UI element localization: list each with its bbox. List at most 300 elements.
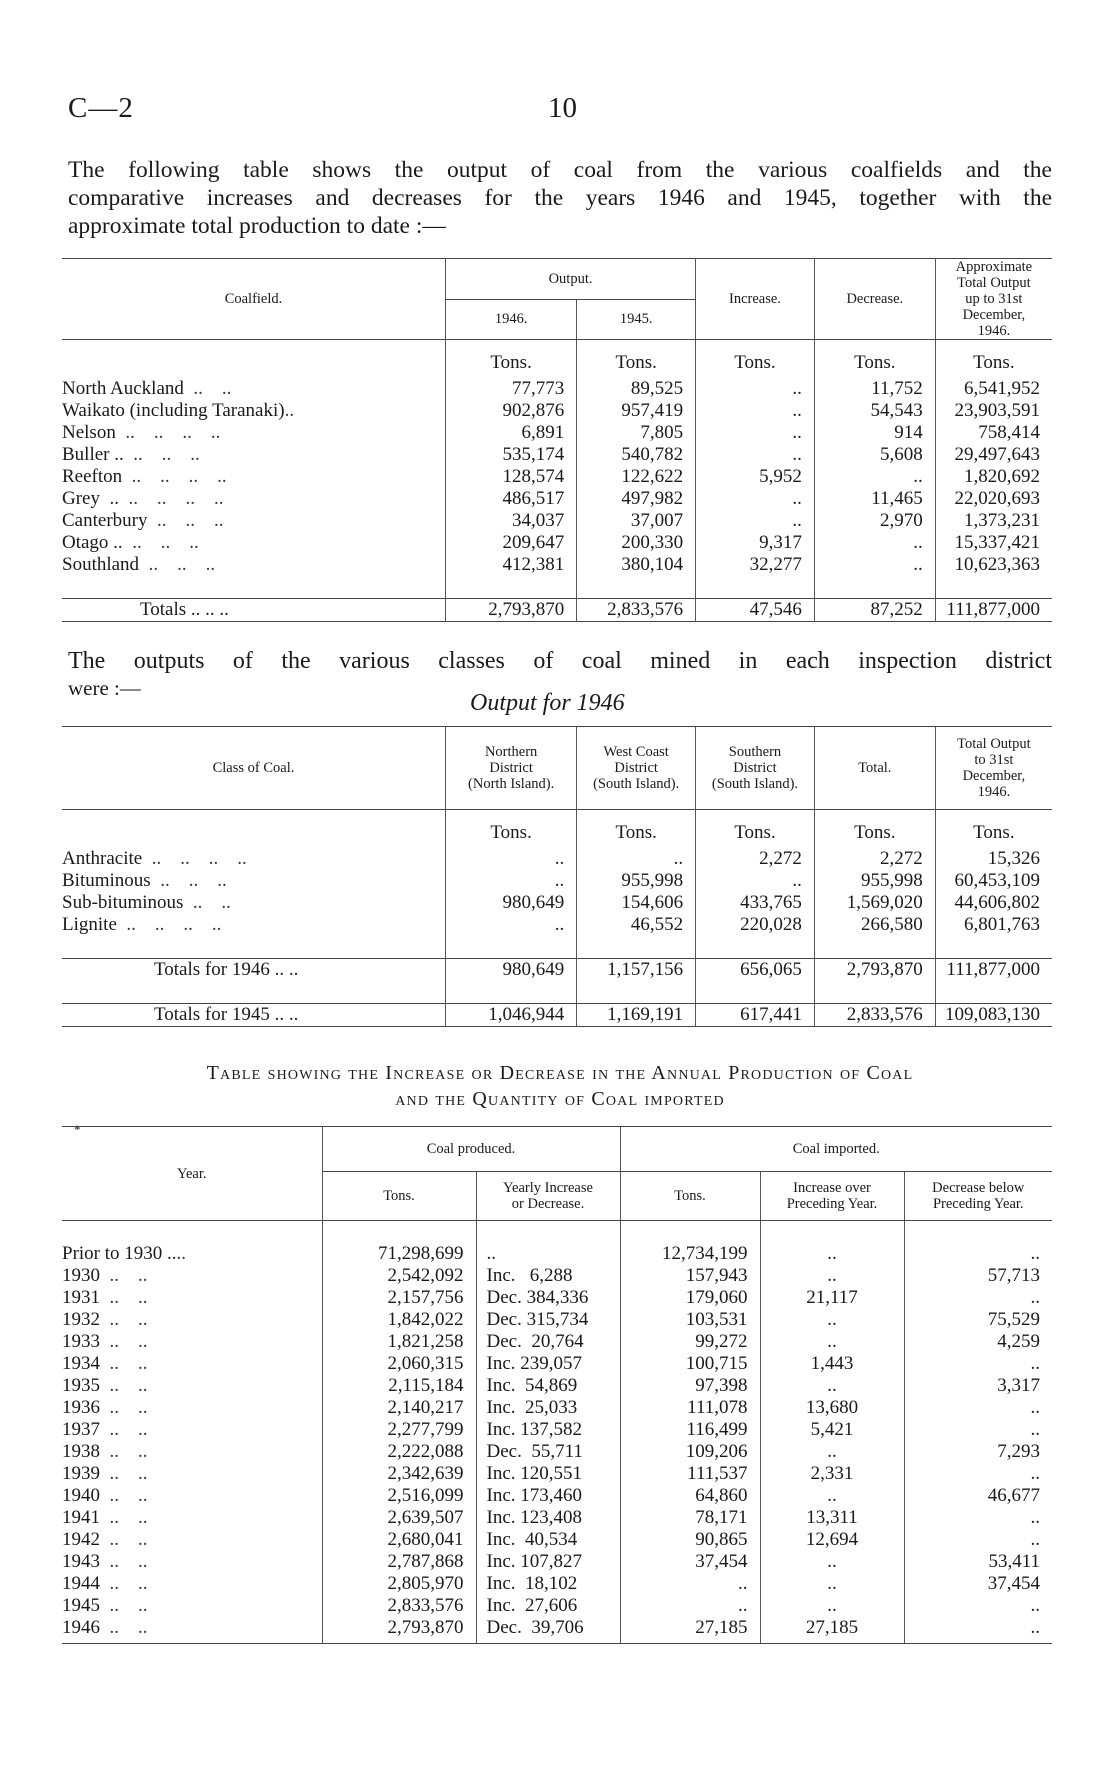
increase-over-value: 12,694 <box>760 1529 904 1551</box>
decrease-below-value: 4,259 <box>904 1331 1052 1353</box>
leader-dots: .. .. .. .. <box>115 422 221 443</box>
yearly-change: Inc. 18,102 <box>476 1573 620 1595</box>
total-output-value: 6,541,952 <box>935 378 1052 400</box>
unit-label: Tons. <box>935 340 1052 379</box>
year-label-text: 1938 <box>62 1441 100 1462</box>
yearly-change: Dec. 20,764 <box>476 1331 620 1353</box>
produced-tons: 2,277,799 <box>322 1419 476 1441</box>
grand-total-value: 44,606,802 <box>935 892 1052 914</box>
table-row <box>62 466 1052 488</box>
leader-dots: .. .. <box>100 1529 148 1550</box>
table-row <box>62 444 1052 466</box>
increase-over-value: .. <box>760 1551 904 1573</box>
year-label-text: 1945 <box>62 1595 100 1616</box>
header-1946: 1946. <box>445 299 576 340</box>
produced-tons: 2,805,970 <box>322 1573 476 1595</box>
table-row <box>62 488 1052 510</box>
year-label-text: 1942 <box>62 1529 100 1550</box>
coal-class-name <box>62 870 445 892</box>
coalfield-name-text: Grey .. <box>62 488 119 509</box>
yearly-change: Inc. 123,408 <box>476 1507 620 1529</box>
header-line: (South Island). <box>711 776 799 792</box>
year-label <box>62 1463 322 1485</box>
increase-value: 9,317 <box>696 532 815 554</box>
table-row <box>62 1441 1052 1463</box>
total-output-value: 22,020,693 <box>935 488 1052 510</box>
table-row <box>62 1265 1052 1287</box>
imported-tons: 78,171 <box>620 1507 760 1529</box>
imported-tons: 157,943 <box>620 1265 760 1287</box>
decrease-below-value: .. <box>904 1397 1052 1419</box>
header-coalfield: Coalfield. <box>62 259 445 340</box>
coalfield-name <box>62 510 445 532</box>
leader-dots: .. .. <box>100 1551 148 1572</box>
header-line: Preceding Year. <box>786 1196 878 1212</box>
caption-line-2: and the Quantity of Coal imported <box>395 1088 725 1110</box>
leader-dots: .. <box>284 400 295 421</box>
header-line: Preceding Year. <box>932 1196 1024 1212</box>
coalfield-name <box>62 444 445 466</box>
decrease-value: .. <box>814 554 935 576</box>
header-line: Northern <box>484 744 538 760</box>
leader-dots: .. .. <box>100 1265 148 1286</box>
year-label <box>62 1309 322 1331</box>
decrease-below-value: .. <box>904 1507 1052 1529</box>
header-line: District <box>614 760 658 776</box>
increase-over-value: .. <box>760 1573 904 1595</box>
west-coast-value: 46,552 <box>577 914 696 936</box>
header-1945: 1945. <box>577 299 696 340</box>
header-produced-tons: Tons. <box>322 1172 476 1221</box>
unit-label: Tons. <box>445 340 576 379</box>
year-label <box>62 1353 322 1375</box>
coal-class-name-text: Lignite <box>62 914 117 935</box>
increase-over-value: .. <box>760 1331 904 1353</box>
produced-tons: 2,787,868 <box>322 1551 476 1573</box>
coalfield-name-text: Nelson <box>62 422 116 443</box>
increase-over-value: 5,421 <box>760 1419 904 1441</box>
output-1946: 209,647 <box>445 532 576 554</box>
leader-dots: .. .. <box>100 1353 148 1374</box>
total-output-value: 23,903,591 <box>935 400 1052 422</box>
output-1945: 7,805 <box>577 422 696 444</box>
total-output-value: 758,414 <box>935 422 1052 444</box>
leader-dots: .. .. <box>100 1485 148 1506</box>
unit-label: Tons. <box>696 810 815 849</box>
report-code: C—2 <box>68 92 134 124</box>
coalfield-name-text: Waikato (including Taranaki) <box>62 400 285 421</box>
year-label <box>62 1551 322 1573</box>
northern-value: .. <box>445 870 576 892</box>
header-line: Increase over <box>793 1180 871 1196</box>
yearly-change: Dec. 384,336 <box>476 1287 620 1309</box>
table2-subtitle: Output for 1946 <box>470 690 625 716</box>
header-line: (North Island). <box>468 776 555 792</box>
grand-total-value: 6,801,763 <box>935 914 1052 936</box>
header-total-line: Approximate <box>955 259 1033 275</box>
increase-value: .. <box>696 422 815 444</box>
grand-total-value: 15,326 <box>935 848 1052 870</box>
table-row <box>62 1463 1052 1485</box>
produced-tons: 2,793,870 <box>322 1617 476 1639</box>
year-label-text: 1941 <box>62 1507 100 1528</box>
totals-1946-total: 2,793,870 <box>814 959 935 982</box>
decrease-below-value: 3,317 <box>904 1375 1052 1397</box>
leader-dots: .. .. <box>183 378 232 399</box>
leader-dots: .. .. <box>100 1375 148 1396</box>
table-row <box>62 1397 1052 1419</box>
imported-tons: 111,537 <box>620 1463 760 1485</box>
produced-tons: 2,342,639 <box>322 1463 476 1485</box>
output-1946: 6,891 <box>445 422 576 444</box>
decrease-below-value: .. <box>904 1617 1052 1639</box>
imported-tons: .. <box>620 1573 760 1595</box>
imported-tons: 97,398 <box>620 1375 760 1397</box>
increase-value: .. <box>696 488 815 510</box>
header-line: District <box>489 760 533 776</box>
leader-dots: .. .. <box>183 892 231 913</box>
leader-dots: .. .. .. <box>150 870 227 891</box>
asterisk-mark: * <box>74 1122 81 1137</box>
page-number: 10 <box>548 92 577 124</box>
table-row <box>62 870 1052 892</box>
decrease-value: 11,752 <box>814 378 935 400</box>
coal-class-name-text: Anthracite <box>62 848 143 869</box>
output-1946: 902,876 <box>445 400 576 422</box>
total-output-value: 1,373,231 <box>935 510 1052 532</box>
output-1946: 34,037 <box>445 510 576 532</box>
output-1945: 122,622 <box>577 466 696 488</box>
yearly-change: Inc. 40,534 <box>476 1529 620 1551</box>
header-decrease-below <box>904 1172 1052 1221</box>
imported-tons: 90,865 <box>620 1529 760 1551</box>
totals-1946-northern: 980,649 <box>445 959 576 982</box>
decrease-value: 914 <box>814 422 935 444</box>
coal-class-name-text: Bituminous <box>62 870 151 891</box>
coal-class-name <box>62 914 445 936</box>
increase-over-value: .. <box>760 1265 904 1287</box>
table-row <box>62 1485 1052 1507</box>
decrease-value: 11,465 <box>814 488 935 510</box>
coalfield-name-text: Reefton <box>62 466 123 487</box>
increase-over-value: 2,331 <box>760 1463 904 1485</box>
totals-total: 111,877,000 <box>935 599 1052 622</box>
yearly-change: Inc. 27,606 <box>476 1595 620 1617</box>
header-line: December, <box>962 768 1026 784</box>
coalfield-name <box>62 466 445 488</box>
increase-value: .. <box>696 378 815 400</box>
header-northern-district <box>445 727 576 810</box>
yearly-change: Dec. 315,734 <box>476 1309 620 1331</box>
coal-class-name-text: Sub-bituminous <box>62 892 184 913</box>
header-line: Total Output <box>957 736 1031 752</box>
total-output-value: 1,820,692 <box>935 466 1052 488</box>
year-label <box>62 1595 322 1617</box>
decrease-below-value: 53,411 <box>904 1551 1052 1573</box>
header-imported-tons: Tons. <box>620 1172 760 1221</box>
header-total-line: 1946. <box>977 323 1011 339</box>
year-label-text: 1936 <box>62 1397 100 1418</box>
increase-value: .. <box>696 400 815 422</box>
year-label <box>62 1617 322 1639</box>
southern-value: 220,028 <box>696 914 815 936</box>
table-row <box>62 422 1052 444</box>
decrease-below-value: .. <box>904 1243 1052 1265</box>
increase-value: .. <box>696 444 815 466</box>
coal-class-name <box>62 848 445 870</box>
produced-tons: 2,542,092 <box>322 1265 476 1287</box>
leader-dots: .. .. .. <box>147 510 224 531</box>
leader-dots: .. .. .. .. <box>122 466 227 487</box>
decrease-below-value: 37,454 <box>904 1573 1052 1595</box>
imported-tons: 99,272 <box>620 1331 760 1353</box>
totals-1945-west-coast: 1,169,191 <box>577 1004 696 1027</box>
year-label <box>62 1397 322 1419</box>
header-total: Total. <box>814 727 935 810</box>
produced-tons: 71,298,699 <box>322 1243 476 1265</box>
header-output: Output. <box>445 259 695 300</box>
year-label-text: 1931 <box>62 1287 100 1308</box>
output-1946: 128,574 <box>445 466 576 488</box>
totals-1946: 2,793,870 <box>445 599 576 622</box>
increase-over-value: 13,311 <box>760 1507 904 1529</box>
year-label <box>62 1529 322 1551</box>
west-coast-value: .. <box>577 848 696 870</box>
imported-tons: 111,078 <box>620 1397 760 1419</box>
leader-dots: .. .. <box>100 1573 148 1594</box>
header-line: (South Island). <box>593 776 680 792</box>
leader-dots: .. .. .. <box>123 444 200 465</box>
imported-tons: 37,454 <box>620 1551 760 1573</box>
intro-paragraph <box>68 156 1052 240</box>
northern-value: .. <box>445 914 576 936</box>
leader-dots: .. .. .. <box>139 554 216 575</box>
table-row <box>62 1551 1052 1573</box>
header-increase: Increase. <box>696 259 815 340</box>
produced-tons: 2,140,217 <box>322 1397 476 1419</box>
unit-label: Tons. <box>935 810 1052 849</box>
unit-label: Tons. <box>577 810 696 849</box>
imported-tons: .. <box>620 1595 760 1617</box>
imported-tons: 109,206 <box>620 1441 760 1463</box>
coalfield-name-text: Canterbury <box>62 510 148 531</box>
year-label-text: 1937 <box>62 1419 100 1440</box>
decrease-below-value: .. <box>904 1353 1052 1375</box>
yearly-change: Inc. 137,582 <box>476 1419 620 1441</box>
header-line: 1946. <box>977 784 1011 800</box>
year-label <box>62 1265 322 1287</box>
table-row <box>62 1243 1052 1265</box>
totals-increase: 47,546 <box>696 599 815 622</box>
header-yearly-change <box>476 1172 620 1221</box>
year-label-text: 1939 <box>62 1463 100 1484</box>
table-row <box>62 1595 1052 1617</box>
yearly-change: Dec. 39,706 <box>476 1617 620 1639</box>
header-line: or Decrease. <box>511 1196 585 1212</box>
yearly-change: Inc. 120,551 <box>476 1463 620 1485</box>
header-total-line: up to 31st <box>965 291 1023 307</box>
total-output-value: 29,497,643 <box>935 444 1052 466</box>
leader-dots: .. .. <box>100 1441 148 1462</box>
imported-tons: 12,734,199 <box>620 1243 760 1265</box>
table-row <box>62 554 1052 576</box>
produced-tons: 1,842,022 <box>322 1309 476 1331</box>
leader-dots: .. .. .. .. <box>116 914 222 935</box>
increase-value: 32,277 <box>696 554 815 576</box>
header-class-of-coal: Class of Coal. <box>212 760 295 776</box>
totals-1946-southern: 656,065 <box>696 959 815 982</box>
output-1945: 497,982 <box>577 488 696 510</box>
yearly-change: Inc. 6,288 <box>476 1265 620 1287</box>
mid-line-2: were :— <box>68 676 141 700</box>
increase-value: 5,952 <box>696 466 815 488</box>
southern-value: 2,272 <box>696 848 815 870</box>
table-row <box>62 532 1052 554</box>
leader-dots: .. .. <box>100 1419 148 1440</box>
imported-tons: 103,531 <box>620 1309 760 1331</box>
northern-value: 980,649 <box>445 892 576 914</box>
header-line: Decrease below <box>932 1180 1025 1196</box>
year-label <box>62 1287 322 1309</box>
header-total-output <box>935 259 1052 340</box>
output-1946: 486,517 <box>445 488 576 510</box>
yearly-change: Inc. 239,057 <box>476 1353 620 1375</box>
total-value: 266,580 <box>814 914 935 936</box>
produced-tons: 2,680,041 <box>322 1529 476 1551</box>
total-value: 955,998 <box>814 870 935 892</box>
produced-tons: 2,222,088 <box>322 1441 476 1463</box>
west-coast-value: 955,998 <box>577 870 696 892</box>
produced-tons: 2,639,507 <box>322 1507 476 1529</box>
table-row <box>62 892 1052 914</box>
table-row <box>62 914 1052 936</box>
table-row <box>62 1529 1052 1551</box>
totals-1946-label: Totals for 1946 .. .. <box>154 959 299 980</box>
increase-over-value: 27,185 <box>760 1617 904 1639</box>
header-west-coast-district <box>577 727 696 810</box>
coalfield-name <box>62 554 445 576</box>
leader-dots: .. <box>176 1243 187 1264</box>
decrease-below-value: 7,293 <box>904 1441 1052 1463</box>
produced-tons: 1,821,258 <box>322 1331 476 1353</box>
header-total-output <box>935 727 1052 810</box>
unit-label: Tons. <box>814 340 935 379</box>
yearly-change: Inc. 107,827 <box>476 1551 620 1573</box>
produced-tons: 2,157,756 <box>322 1287 476 1309</box>
intro-line-1: The following table shows the output of coal from the various coalfields and the <box>68 157 1052 183</box>
year-label-text: 1930 <box>62 1265 100 1286</box>
leader-dots: .. .. <box>100 1287 148 1308</box>
decrease-below-value: .. <box>904 1595 1052 1617</box>
table-row <box>62 378 1052 400</box>
table-row <box>62 1287 1052 1309</box>
year-label <box>62 1419 322 1441</box>
leader-dots: .. .. .. .. <box>142 848 247 869</box>
southern-value: .. <box>696 870 815 892</box>
produced-tons: 2,060,315 <box>322 1353 476 1375</box>
decrease-below-value: 75,529 <box>904 1309 1052 1331</box>
header-line: Yearly Increase <box>503 1180 593 1196</box>
table-row <box>62 400 1052 422</box>
coalfield-name <box>62 422 445 444</box>
year-label <box>62 1375 322 1397</box>
produced-tons: 2,833,576 <box>322 1595 476 1617</box>
totals-1945-total: 2,833,576 <box>814 1004 935 1027</box>
intro-line-3: approximate total production to date :— <box>68 213 446 239</box>
mid-line-1: The outputs of the various classes of coal mined in each inspection district <box>68 648 1052 674</box>
coalfield-name <box>62 532 445 554</box>
yearly-change: Inc. 173,460 <box>476 1485 620 1507</box>
imported-tons: 100,715 <box>620 1353 760 1375</box>
totals-1945-label: Totals for 1945 .. .. <box>154 1004 299 1025</box>
table-row <box>62 1353 1052 1375</box>
imported-tons: 116,499 <box>620 1419 760 1441</box>
year-label-text: 1944 <box>62 1573 100 1594</box>
table-row <box>62 1573 1052 1595</box>
totals-1945-southern: 617,441 <box>696 1004 815 1027</box>
year-label <box>62 1573 322 1595</box>
yearly-change: Inc. 25,033 <box>476 1397 620 1419</box>
year-label-text: 1934 <box>62 1353 100 1374</box>
year-label-text: Prior to 1930 .. <box>62 1243 177 1264</box>
coal-class-output-table <box>62 726 1052 1027</box>
header-increase-over <box>760 1172 904 1221</box>
increase-over-value: 13,680 <box>760 1397 904 1419</box>
yearly-change: Inc. 54,869 <box>476 1375 620 1397</box>
produced-tons: 2,115,184 <box>322 1375 476 1397</box>
coalfield-name-text: North Auckland <box>62 378 184 399</box>
totals-1946-grand: 111,877,000 <box>935 959 1052 982</box>
table-row <box>62 1617 1052 1639</box>
decrease-value: .. <box>814 532 935 554</box>
decrease-value: 2,970 <box>814 510 935 532</box>
leader-dots: .. .. <box>100 1595 148 1616</box>
grand-total-value: 60,453,109 <box>935 870 1052 892</box>
totals-1946-west-coast: 1,157,156 <box>577 959 696 982</box>
header-line: to 31st <box>974 752 1014 768</box>
decrease-below-value: .. <box>904 1419 1052 1441</box>
coalfield-name-text: Southland <box>62 554 140 575</box>
imported-tons: 64,860 <box>620 1485 760 1507</box>
southern-value: 433,765 <box>696 892 815 914</box>
decrease-below-value: 46,677 <box>904 1485 1052 1507</box>
header-total-line: December, <box>962 307 1026 323</box>
year-label-text: 1935 <box>62 1375 100 1396</box>
leader-dots: .. .. <box>100 1309 148 1330</box>
year-label-text: 1943 <box>62 1551 100 1572</box>
year-label-text: 1932 <box>62 1309 100 1330</box>
table-row <box>62 1507 1052 1529</box>
west-coast-value: 154,606 <box>577 892 696 914</box>
table-row <box>62 1309 1052 1331</box>
table-row <box>62 848 1052 870</box>
increase-over-value: 1,443 <box>760 1353 904 1375</box>
output-1945: 37,007 <box>577 510 696 532</box>
table-row <box>62 510 1052 532</box>
header-coal-produced: Coal produced. <box>322 1127 620 1172</box>
decrease-value: 5,608 <box>814 444 935 466</box>
increase-over-value: .. <box>760 1309 904 1331</box>
totals-label: Totals .. .. .. <box>140 599 229 620</box>
unit-label: Tons. <box>814 810 935 849</box>
increase-over-value: .. <box>760 1595 904 1617</box>
coalfield-name <box>62 488 445 510</box>
yearly-change: .. <box>476 1243 620 1265</box>
coalfield-name-text: Otago .. <box>62 532 123 553</box>
totals-1945-grand: 109,083,130 <box>935 1004 1052 1027</box>
increase-over-value: .. <box>760 1243 904 1265</box>
leader-dots: .. .. <box>100 1617 148 1638</box>
